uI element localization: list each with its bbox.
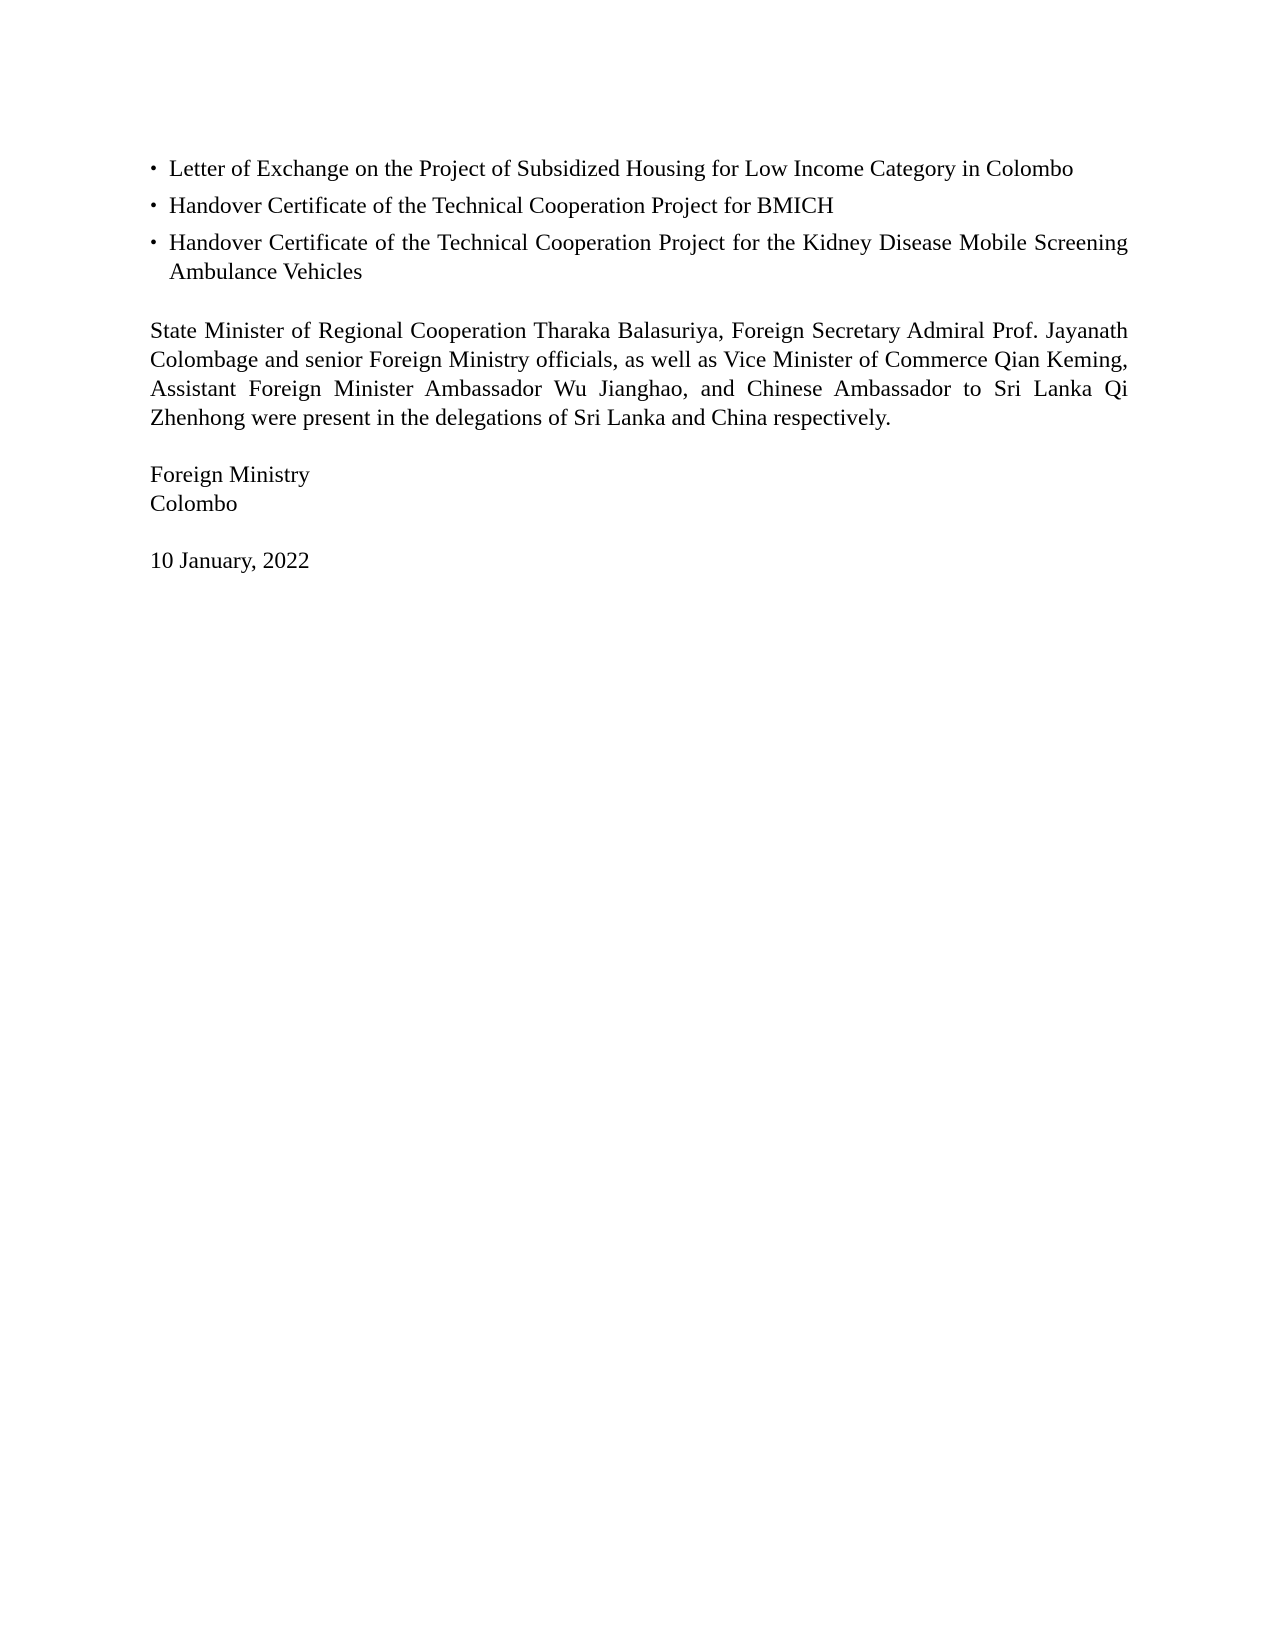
document-date: 10 January, 2022 [150, 548, 310, 574]
list-item [150, 192, 1128, 221]
bullet-icon: • [150, 232, 158, 254]
bullet-icon: • [150, 195, 158, 217]
delegations-paragraph: State Minister of Regional Cooperation Tharaka Balasuriya, Foreign Secretary Admiral Prof. Jayanath Colombage and senior Foreign Ministry officials, as well as Vice Minister of Commerce Qian Keming, Assistant Foreign Minister Ambassador Wu Jianghao, and Chinese Ambassador to Sri Lanka Qi Zhenhong were present in the delegations of Sri Lanka and China respectively. [150, 318, 1128, 431]
list-item-text: Letter of Exchange on the Project of Subsidized Housing for Low Income Category in Colombo [169, 156, 1074, 182]
signature-block [150, 461, 1128, 519]
list-item-text: Handover Certificate of the Technical Cooperation Project for the Kidney Disease Mobile Screening Ambulance Vehicles [169, 230, 1128, 285]
signature-location: Colombo [150, 491, 238, 517]
list-item-text: Handover Certificate of the Technical Cooperation Project for BMICH [169, 193, 834, 219]
agreement-list [150, 155, 1128, 287]
document-page [150, 155, 1128, 576]
bullet-icon: • [150, 158, 158, 180]
list-item [150, 155, 1128, 184]
signature-organization: Foreign Ministry [150, 462, 310, 488]
list-item [150, 229, 1128, 287]
